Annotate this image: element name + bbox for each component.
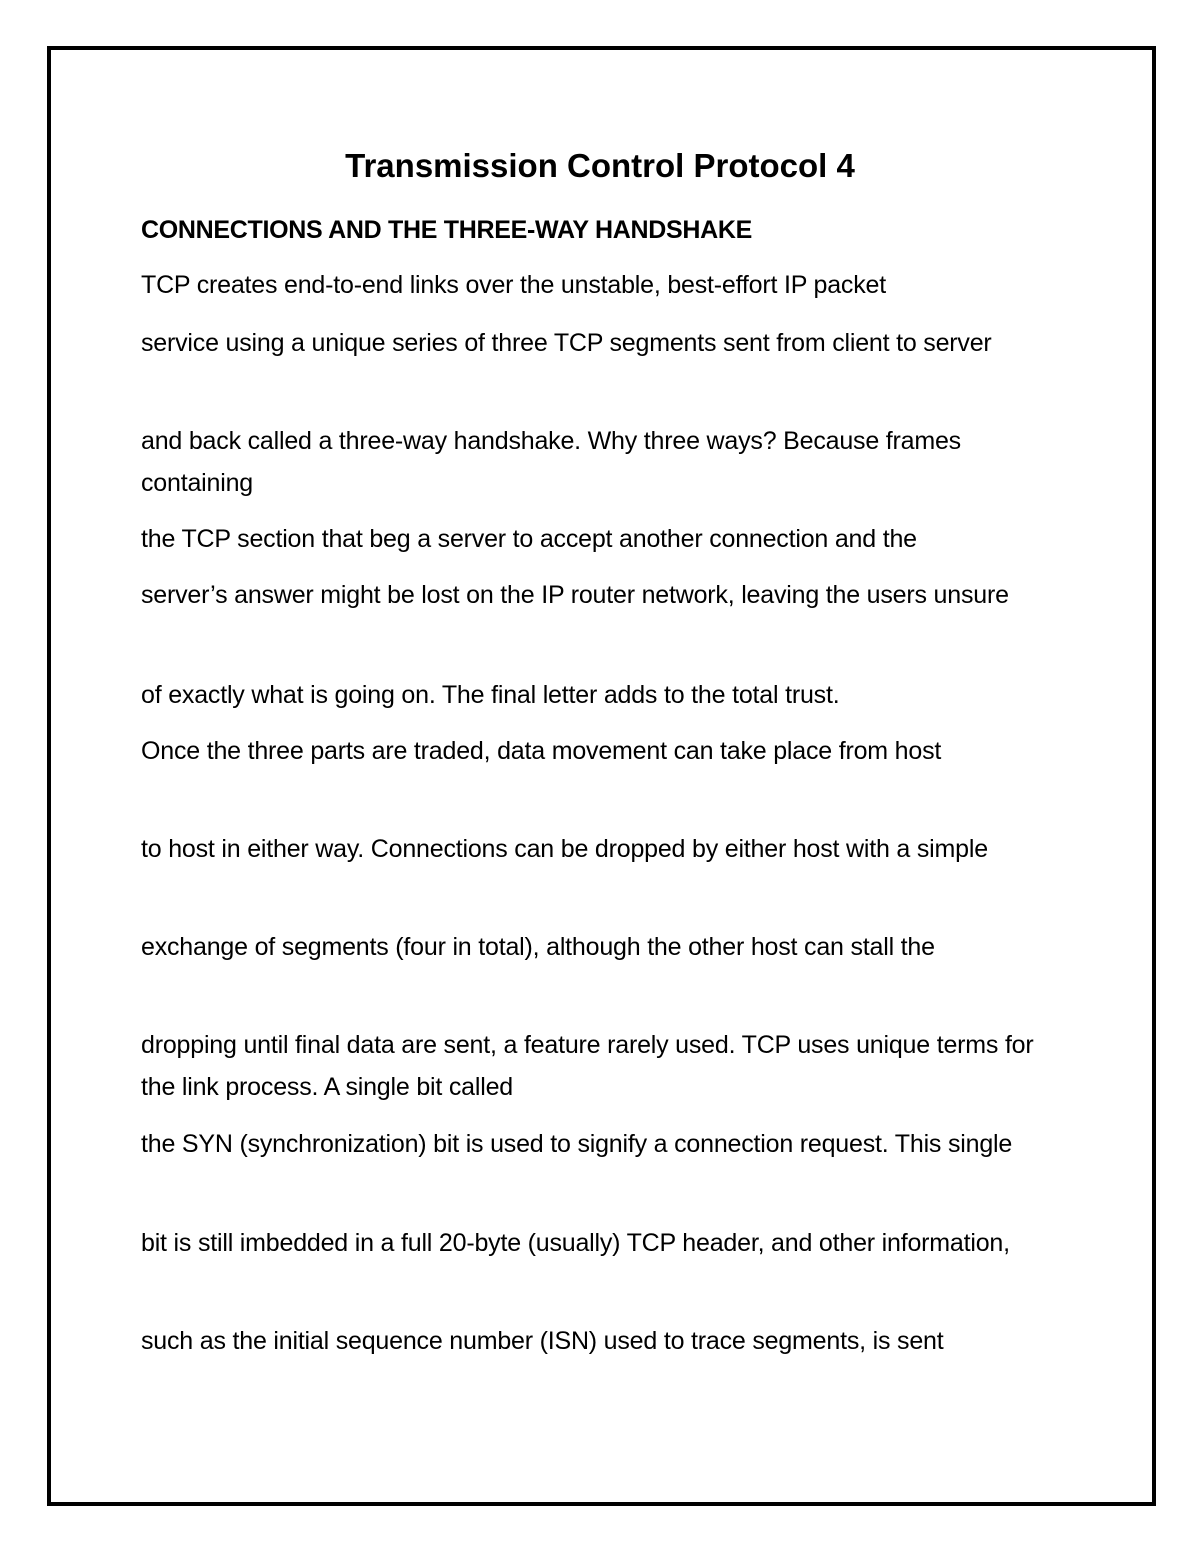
paragraph-12: bit is still imbedded in a full 20-byte (usually) TCP header, and other information,: [141, 1229, 1010, 1257]
paragraph-6: of exactly what is going on. The final letter adds to the total trust.: [141, 681, 840, 709]
paragraph-7: Once the three parts are traded, data movement can take place from host: [141, 737, 942, 765]
paragraph-8: to host in either way. Connections can be dropped by either host with a simple: [141, 835, 988, 863]
paragraph-1: TCP creates end-to-end links over the unstable, best-effort IP packet: [141, 271, 886, 299]
paragraph-13: such as the initial sequence number (ISN) used to trace segments, is sent: [141, 1327, 944, 1355]
paragraph-3: and back called a three-way handshake. Why three ways? Because frames containing: [141, 427, 961, 497]
paragraph-5: server’s answer might be lost on the IP router network, leaving the users unsure: [141, 581, 1009, 609]
document-title: Transmission Control Protocol 4: [345, 147, 855, 184]
paragraph-2: service using a unique series of three TCP segments sent from client to server: [141, 329, 992, 357]
paragraph-4: the TCP section that beg a server to accept another connection and the: [141, 525, 917, 553]
section-heading: CONNECTIONS AND THE THREE-WAY HANDSHAKE: [141, 216, 753, 244]
paragraph-10: dropping until final data are sent, a feature rarely used. TCP uses unique terms for the link process. A single bit called: [141, 1031, 1034, 1101]
paragraph-9: exchange of segments (four in total), although the other host can stall the: [141, 933, 935, 961]
paragraph-11: the SYN (synchronization) bit is used to signify a connection request. This single: [141, 1130, 1013, 1158]
